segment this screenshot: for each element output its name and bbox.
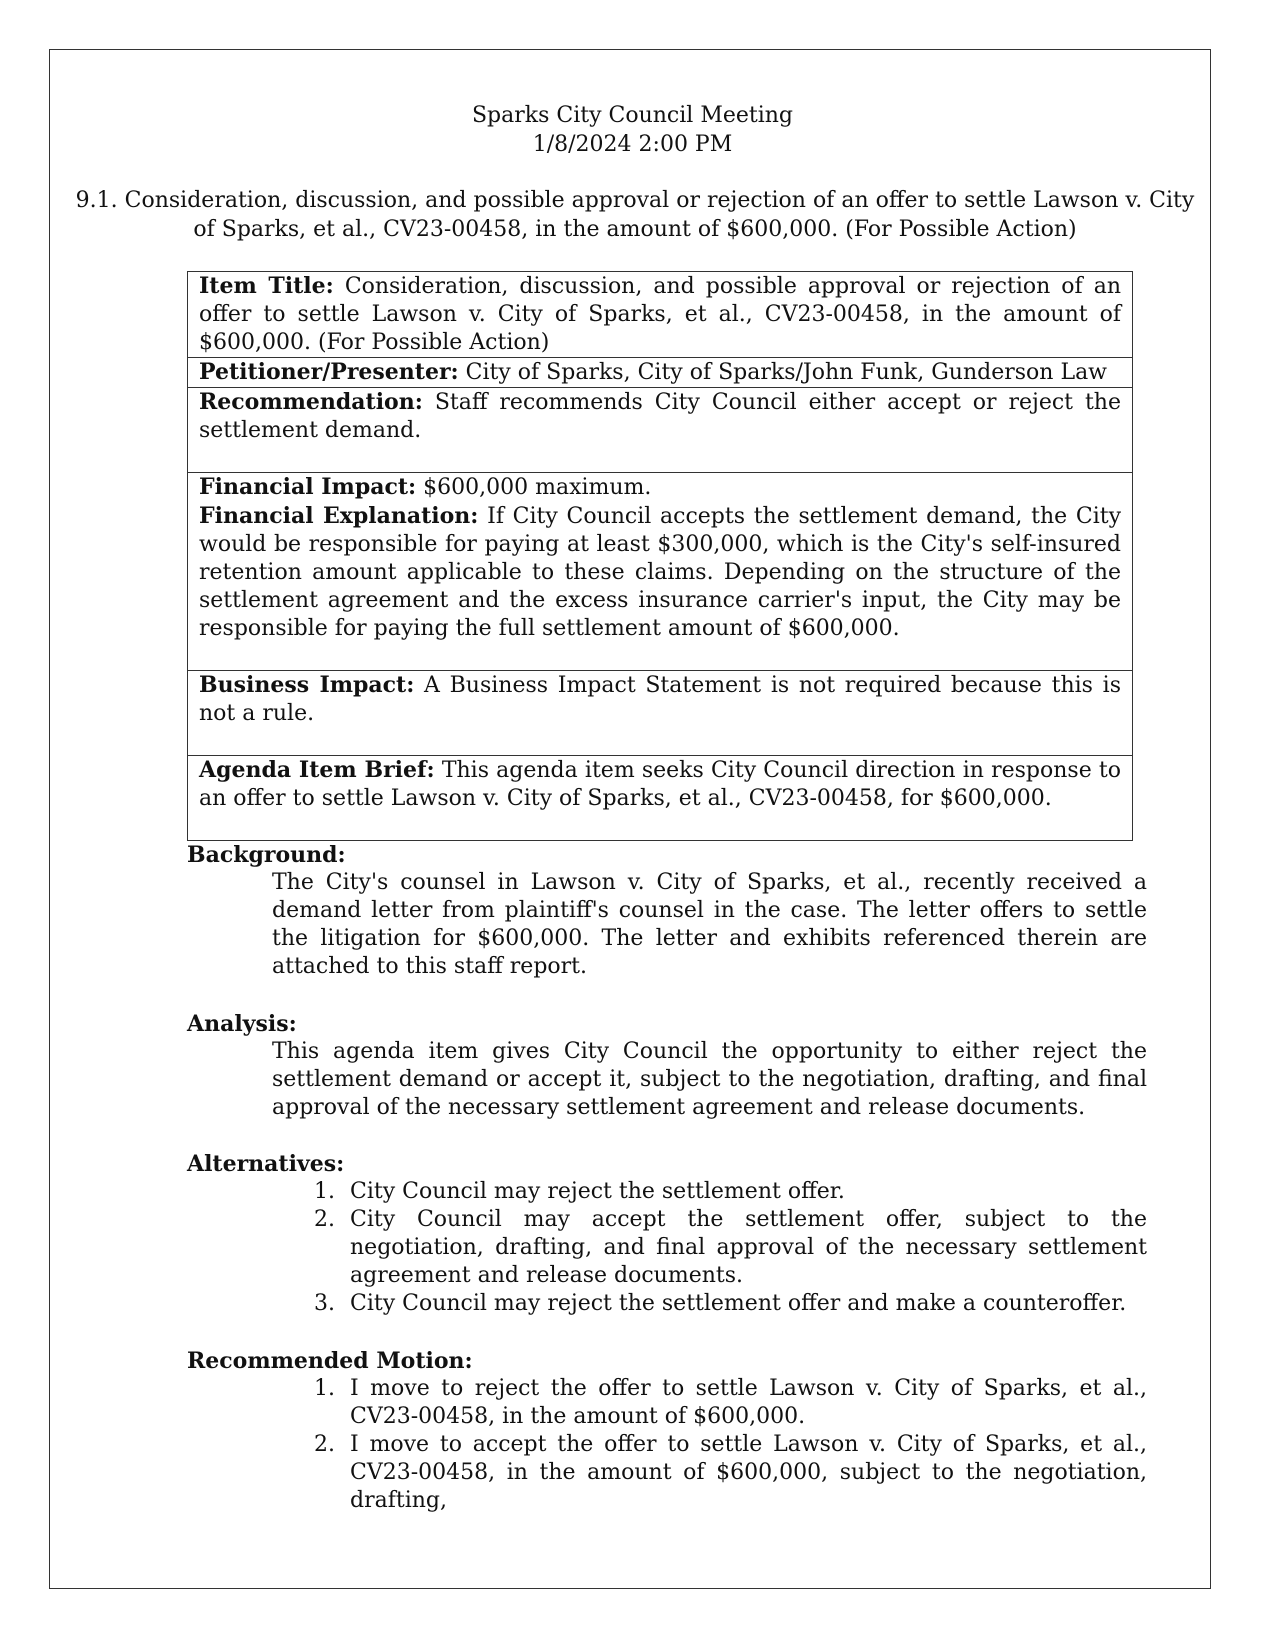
alternatives-list xyxy=(314,1178,1147,1318)
financial-explanation-label: Financial Explanation: xyxy=(199,503,479,529)
petitioner-value: City of Sparks, City of Sparks/John Funk, Gunderson Law xyxy=(465,360,1108,385)
list-item: 2. City Council may accept the settlement offer, subject to the negotiation, drafting, and final approval of the necessary settlement agreement and release documents. xyxy=(314,1207,1147,1288)
agenda-item-heading: 9.1. Consideration, discussion, and possible approval or rejection of an offer to settle Lawson v. City of Sparks, et al., CV23-00458, in the amount of $600,000. (For Possible Action) xyxy=(75,188,1195,242)
business-impact-row xyxy=(188,671,1133,756)
background-heading: Background: xyxy=(187,842,346,868)
background-section xyxy=(187,841,1147,981)
alternatives-section xyxy=(187,1150,1147,1318)
list-item: 1. I move to reject the offer to settle Lawson v. City of Sparks, et al., CV23-00458, in the amount of $600,000. xyxy=(314,1376,1147,1429)
recommendation-value: Staff recommends City Council either accept or reject the settlement demand. xyxy=(199,390,1121,443)
analysis-section xyxy=(187,1010,1147,1122)
list-item: 2. I move to accept the offer to settle Lawson v. City of Sparks, et al., CV23-00458, in the amount of $600,000, subject to the negotiation, drafting, xyxy=(314,1432,1147,1513)
petitioner-row xyxy=(188,358,1133,388)
financial-row xyxy=(188,473,1133,671)
item-title-value: Consideration, discussion, and possible approval or rejection of an offer to settle Lawson v. City of Sparks, et al., CV23-00458, in the amount of $600,000. (For Possible Action) xyxy=(199,274,1121,355)
agenda-brief-row xyxy=(188,756,1133,841)
business-impact-label: Business Impact: xyxy=(199,672,415,698)
meeting-datetime: 1/8/2024 2:00 PM xyxy=(532,132,733,157)
recommended-motion-heading: Recommended Motion: xyxy=(187,1348,473,1374)
meeting-name: Sparks City Council Meeting xyxy=(471,103,794,128)
recommended-motion-section xyxy=(187,1347,1147,1515)
financial-impact-label: Financial Impact: xyxy=(199,474,417,500)
background-text: The City's counsel in Lawson v. City of Sparks, et al., recently received a demand letter from plaintiff's counsel in the case. The letter offers to settle the litigation for $600,000. The letter and exhibits referenced therein are attached to this staff report. xyxy=(272,870,1147,979)
recommended-motion-list xyxy=(314,1375,1147,1515)
item-title-row xyxy=(188,272,1133,358)
financial-explanation-value: If City Council accepts the settlement demand, the City would be responsible for paying at least $300,000, which is the City's self-insured retention amount applicable to these claims. Depending on the structure of the settlement agreement and the excess insurance carrier's input, the City may be responsible for paying the full settlement amount of $600,000. xyxy=(199,504,1122,641)
alternatives-heading: Alternatives: xyxy=(187,1151,345,1177)
analysis-heading: Analysis: xyxy=(187,1011,297,1037)
item-info-table xyxy=(187,271,1133,841)
item-title-label: Item Title: xyxy=(199,273,334,299)
list-item: 3. City Council may reject the settlement offer and make a counteroffer. xyxy=(314,1291,1127,1316)
business-impact-value: A Business Impact Statement is not required because this is not a rule. xyxy=(199,673,1121,726)
recommendation-row xyxy=(188,388,1133,473)
petitioner-label: Petitioner/Presenter: xyxy=(199,359,459,385)
analysis-text: This agenda item gives City Council the opportunity to either reject the settlement demand or accept it, subject to the negotiation, drafting, and final approval of the necessary settlement agreement and release documents. xyxy=(272,1039,1147,1120)
list-item: 1. City Council may reject the settlement offer. xyxy=(314,1179,845,1204)
agenda-brief-value: This agenda item seeks City Council direction in response to an offer to settle Lawson v. City of Sparks, et al., CV23-00458, for $600,000. xyxy=(199,758,1121,811)
agenda-brief-label: Agenda Item Brief: xyxy=(199,757,435,783)
recommendation-label: Recommendation: xyxy=(199,389,423,415)
financial-impact-value: $600,000 maximum. xyxy=(423,475,652,500)
